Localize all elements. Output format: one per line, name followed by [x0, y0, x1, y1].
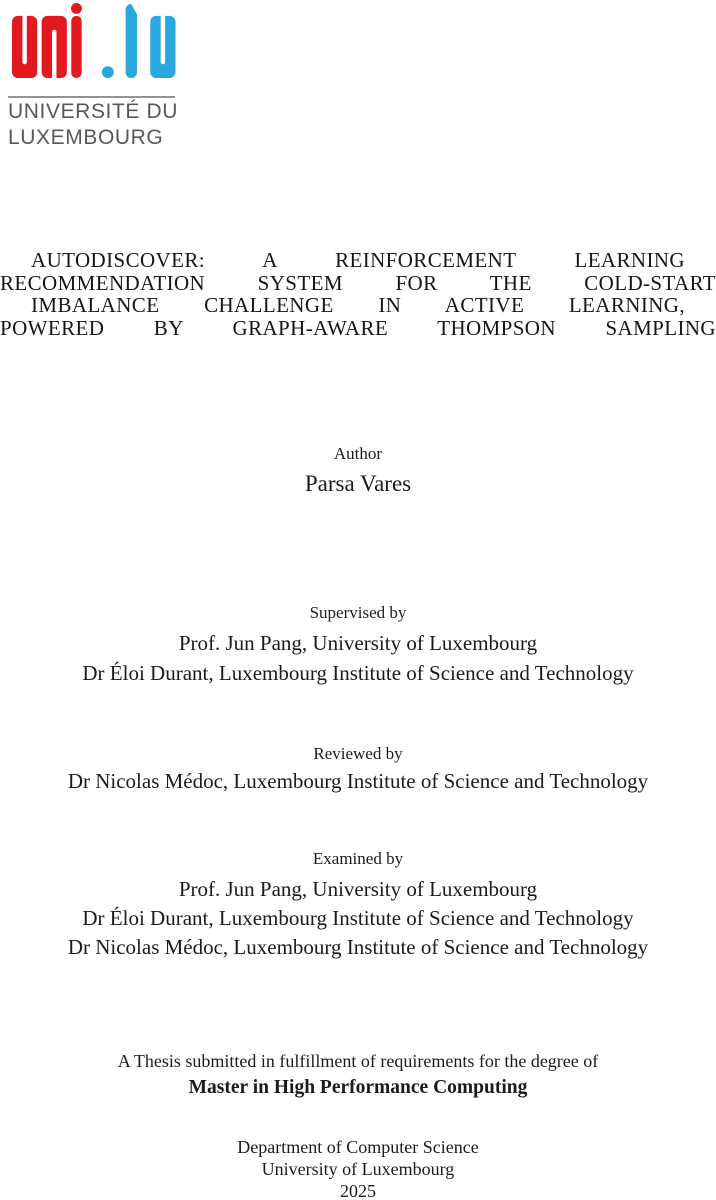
title-line-3: IMBALANCE CHALLENGE IN ACTIVE LEARNING, — [31, 293, 685, 317]
examined-by-label: Examined by — [312, 849, 404, 868]
author-name: Parsa Vares — [304, 471, 412, 496]
author-label: Author — [333, 444, 383, 463]
department-name: Department of Computer Science — [237, 1137, 479, 1157]
reviewed-by-label: Reviewed by — [313, 744, 403, 763]
logo-divider — [8, 96, 175, 98]
reviewer-entry: Dr Nicolas Médoc, Luxembourg Institute of Science and Technology — [67, 769, 649, 793]
unilu-logo-icon — [8, 2, 180, 82]
title-line-2: RECOMMENDATION SYSTEM FOR THE COLD-START — [0, 270, 716, 295]
degree-name: Master in High Performance Computing — [188, 1077, 528, 1098]
logo-caption-line2: LUXEMBOURG — [8, 126, 164, 149]
supervisor-entry: Dr Éloi Durant, Luxembourg Institute of Science and Technology — [82, 661, 634, 685]
title-line-4: POWERED BY GRAPH-AWARE THOMPSON SAMPLING — [0, 315, 716, 340]
examiner-entry: Dr Nicolas Médoc, Luxembourg Institute of Science and Technology — [67, 935, 649, 959]
title-line-1: AUTODISCOVER: A REINFORCEMENT LEARNING — [31, 248, 685, 272]
examiner-entry: Prof. Jun Pang, University of Luxembourg — [178, 877, 538, 901]
thesis-title — [0, 249, 716, 339]
university-name: University of Luxembourg — [261, 1159, 455, 1179]
supervisor-entry: Prof. Jun Pang, University of Luxembourg — [178, 631, 538, 655]
supervised-by-label: Supervised by — [309, 603, 407, 622]
examiner-entry: Dr Éloi Durant, Luxembourg Institute of Science and Technology — [82, 906, 634, 930]
year: 2025 — [340, 1181, 376, 1200]
logo-caption-line1: UNIVERSITÉ DU — [8, 100, 178, 123]
degree-statement: A Thesis submitted in fulfillment of requirements for the degree of — [117, 1051, 599, 1071]
